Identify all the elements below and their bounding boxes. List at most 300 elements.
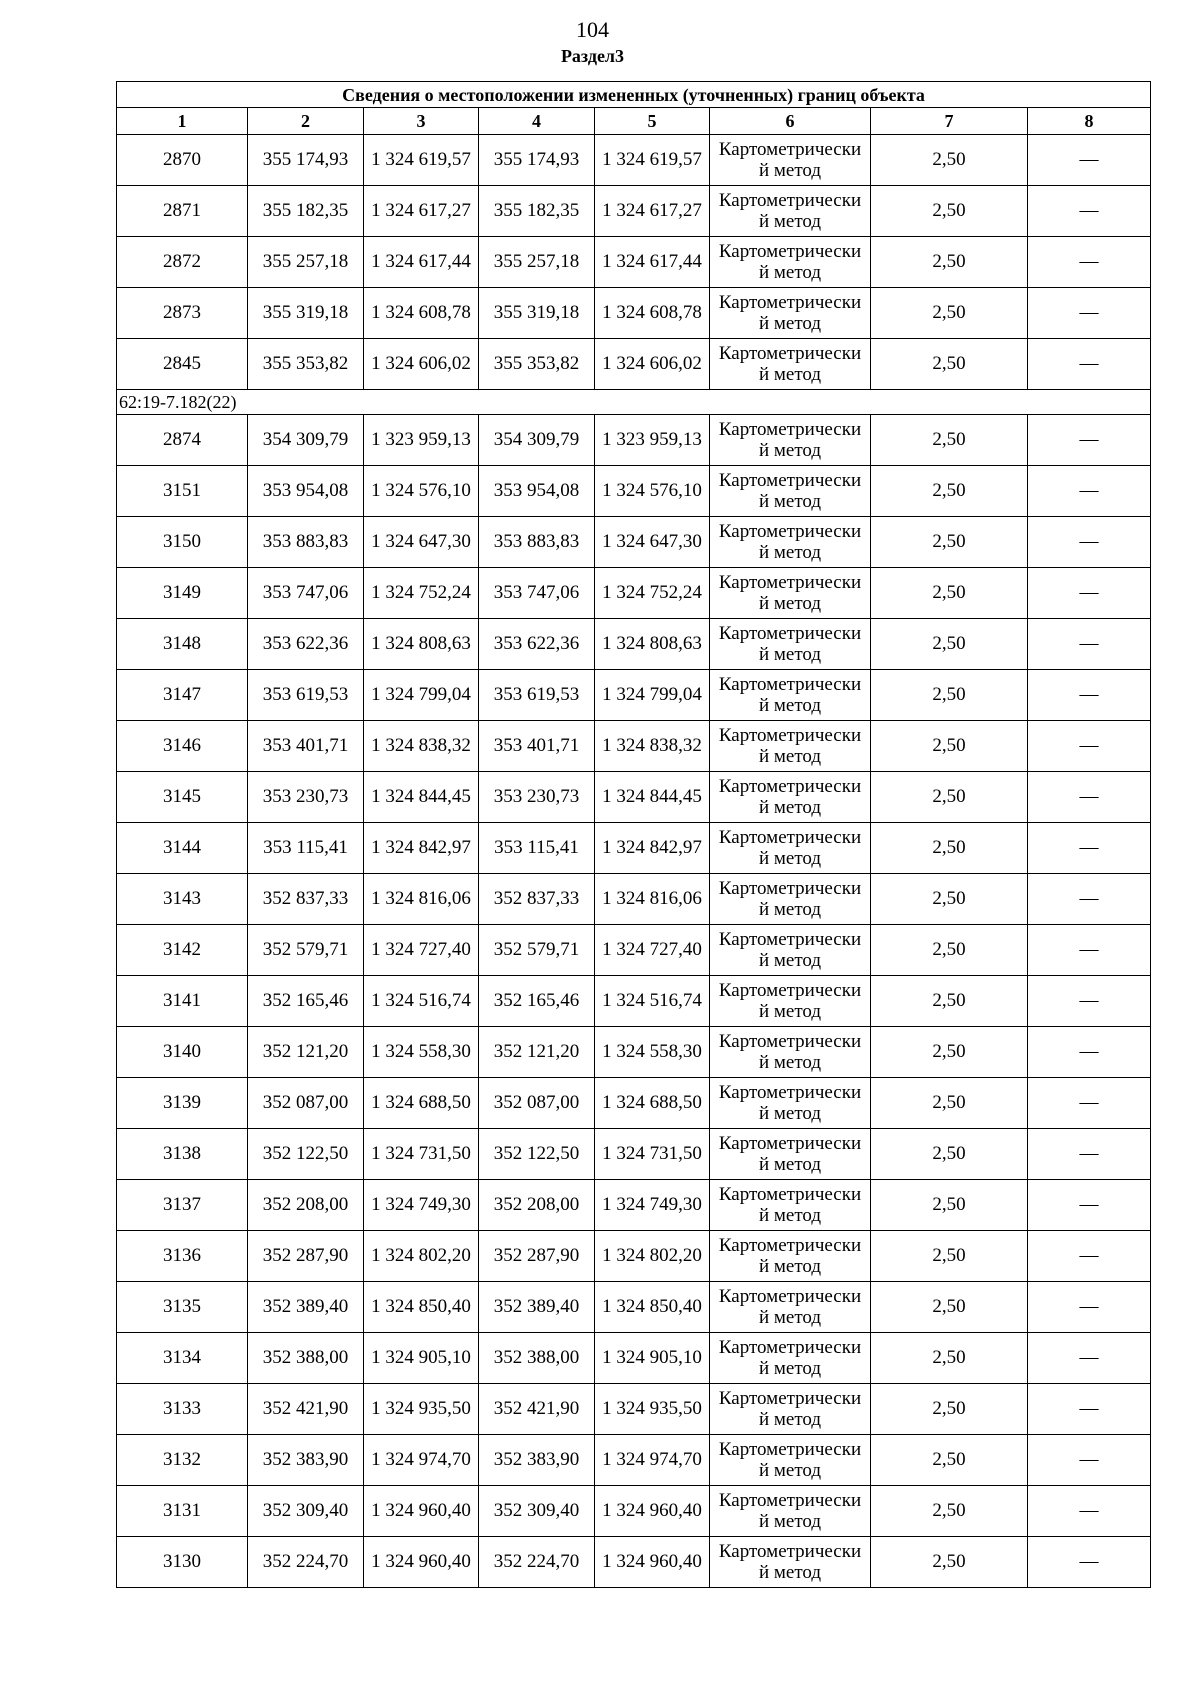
y-refined-cell: 1 324 558,30: [595, 1027, 710, 1078]
method-line: й метод: [758, 950, 822, 971]
column-header: 7: [871, 108, 1028, 135]
x-existing-cell: 355 182,35: [248, 186, 364, 237]
y-refined-cell: 1 324 802,20: [595, 1231, 710, 1282]
point-number-cell: 3138: [117, 1129, 248, 1180]
x-refined-cell: 353 883,83: [479, 517, 595, 568]
point-number-cell: 3140: [117, 1027, 248, 1078]
x-refined-cell: 352 165,46: [479, 976, 595, 1027]
accuracy-cell: 2,50: [871, 1384, 1028, 1435]
x-refined-cell: 352 309,40: [479, 1486, 595, 1537]
method-cell: [710, 568, 871, 619]
x-refined-cell: 352 389,40: [479, 1282, 595, 1333]
y-refined-cell: 1 324 608,78: [595, 288, 710, 339]
y-existing-cell: 1 324 974,70: [364, 1435, 479, 1486]
point-number-cell: 3146: [117, 721, 248, 772]
y-existing-cell: 1 324 688,50: [364, 1078, 479, 1129]
method-cell: [710, 1282, 871, 1333]
y-existing-cell: 1 324 731,50: [364, 1129, 479, 1180]
method-cell: [710, 517, 871, 568]
point-number-cell: 2874: [117, 415, 248, 466]
y-refined-cell: 1 324 619,57: [595, 135, 710, 186]
method-line: й метод: [758, 695, 822, 716]
accuracy-cell: 2,50: [871, 619, 1028, 670]
accuracy-cell: 2,50: [871, 1435, 1028, 1486]
method-cell: [710, 1180, 871, 1231]
table-row: [117, 1282, 1151, 1333]
accuracy-cell: 2,50: [871, 976, 1028, 1027]
accuracy-cell: 2,50: [871, 1282, 1028, 1333]
table-row: [117, 1129, 1151, 1180]
y-existing-cell: 1 324 799,04: [364, 670, 479, 721]
x-refined-cell: 353 954,08: [479, 466, 595, 517]
point-number-cell: 3151: [117, 466, 248, 517]
x-existing-cell: 354 309,79: [248, 415, 364, 466]
point-number-cell: 3144: [117, 823, 248, 874]
y-refined-cell: 1 324 752,24: [595, 568, 710, 619]
method-line: Картометрически: [718, 776, 862, 797]
x-refined-cell: 352 837,33: [479, 874, 595, 925]
group-row: [117, 390, 1151, 415]
method-line: Картометрически: [718, 292, 862, 313]
method-line: й метод: [758, 848, 822, 869]
point-number-cell: 3134: [117, 1333, 248, 1384]
y-existing-cell: 1 324 606,02: [364, 339, 479, 390]
method-line: Картометрически: [718, 980, 862, 1001]
method-line: й метод: [758, 1256, 822, 1277]
x-refined-cell: 352 388,00: [479, 1333, 595, 1384]
column-header: 1: [117, 108, 248, 135]
method-line: й метод: [758, 1358, 822, 1379]
column-header: 6: [710, 108, 871, 135]
accuracy-cell: 2,50: [871, 339, 1028, 390]
y-refined-cell: 1 324 516,74: [595, 976, 710, 1027]
method-line: й метод: [758, 1307, 822, 1328]
method-line: й метод: [758, 1460, 822, 1481]
accuracy-cell: 2,50: [871, 670, 1028, 721]
y-refined-cell: 1 324 935,50: [595, 1384, 710, 1435]
y-existing-cell: 1 324 647,30: [364, 517, 479, 568]
description-cell: —: [1028, 466, 1151, 517]
y-refined-cell: 1 324 816,06: [595, 874, 710, 925]
y-refined-cell: 1 324 842,97: [595, 823, 710, 874]
accuracy-cell: 2,50: [871, 874, 1028, 925]
x-refined-cell: 352 224,70: [479, 1537, 595, 1588]
x-refined-cell: 353 622,36: [479, 619, 595, 670]
method-cell: [710, 1027, 871, 1078]
x-refined-cell: 352 421,90: [479, 1384, 595, 1435]
x-existing-cell: 352 122,50: [248, 1129, 364, 1180]
description-cell: —: [1028, 186, 1151, 237]
y-refined-cell: 1 324 960,40: [595, 1537, 710, 1588]
table-row: [117, 568, 1151, 619]
x-refined-cell: 353 401,71: [479, 721, 595, 772]
table-row: [117, 1384, 1151, 1435]
description-cell: —: [1028, 288, 1151, 339]
y-refined-cell: 1 324 838,32: [595, 721, 710, 772]
method-line: Картометрически: [718, 343, 862, 364]
table-row: [117, 721, 1151, 772]
table-row: [117, 1486, 1151, 1537]
y-refined-cell: 1 324 808,63: [595, 619, 710, 670]
method-line: й метод: [758, 1562, 822, 1583]
description-cell: —: [1028, 1078, 1151, 1129]
y-existing-cell: 1 324 960,40: [364, 1537, 479, 1588]
column-header: 3: [364, 108, 479, 135]
point-number-cell: 3131: [117, 1486, 248, 1537]
x-refined-cell: 355 257,18: [479, 237, 595, 288]
description-cell: —: [1028, 874, 1151, 925]
table-row: [117, 1435, 1151, 1486]
table-caption-row: [117, 82, 1151, 108]
method-cell: [710, 186, 871, 237]
y-existing-cell: 1 324 558,30: [364, 1027, 479, 1078]
method-cell: [710, 466, 871, 517]
table-row: [117, 1078, 1151, 1129]
method-cell: [710, 619, 871, 670]
accuracy-cell: 2,50: [871, 1486, 1028, 1537]
y-refined-cell: 1 324 749,30: [595, 1180, 710, 1231]
x-existing-cell: 352 421,90: [248, 1384, 364, 1435]
x-refined-cell: 353 230,73: [479, 772, 595, 823]
x-refined-cell: 352 579,71: [479, 925, 595, 976]
description-cell: —: [1028, 1333, 1151, 1384]
y-existing-cell: 1 324 802,20: [364, 1231, 479, 1282]
description-cell: —: [1028, 619, 1151, 670]
y-existing-cell: 1 324 749,30: [364, 1180, 479, 1231]
method-cell: [710, 1333, 871, 1384]
x-existing-cell: 352 389,40: [248, 1282, 364, 1333]
method-cell: [710, 670, 871, 721]
method-line: Картометрически: [718, 572, 862, 593]
method-cell: [710, 1435, 871, 1486]
x-existing-cell: 352 579,71: [248, 925, 364, 976]
method-cell: [710, 1537, 871, 1588]
x-refined-cell: 355 174,93: [479, 135, 595, 186]
method-line: й метод: [758, 797, 822, 818]
x-existing-cell: 353 747,06: [248, 568, 364, 619]
method-line: й метод: [758, 899, 822, 920]
accuracy-cell: 2,50: [871, 517, 1028, 568]
x-refined-cell: 352 287,90: [479, 1231, 595, 1282]
point-number-cell: 3145: [117, 772, 248, 823]
table-caption: Сведения о местоположении измененных (уточненных) границ объекта: [117, 82, 1151, 108]
x-existing-cell: 352 287,90: [248, 1231, 364, 1282]
method-cell: [710, 135, 871, 186]
accuracy-cell: 2,50: [871, 237, 1028, 288]
method-line: й метод: [758, 313, 822, 334]
description-cell: —: [1028, 925, 1151, 976]
x-existing-cell: 355 353,82: [248, 339, 364, 390]
table-row: [117, 670, 1151, 721]
table-row: [117, 1537, 1151, 1588]
x-existing-cell: 352 087,00: [248, 1078, 364, 1129]
x-existing-cell: 352 121,20: [248, 1027, 364, 1078]
method-cell: [710, 1078, 871, 1129]
x-existing-cell: 355 319,18: [248, 288, 364, 339]
method-line: Картометрически: [718, 521, 862, 542]
accuracy-cell: 2,50: [871, 186, 1028, 237]
y-existing-cell: 1 324 935,50: [364, 1384, 479, 1435]
table-row: [117, 1231, 1151, 1282]
table-row: [117, 466, 1151, 517]
x-refined-cell: 352 121,20: [479, 1027, 595, 1078]
y-refined-cell: 1 324 974,70: [595, 1435, 710, 1486]
method-line: й метод: [758, 440, 822, 461]
method-line: й метод: [758, 1154, 822, 1175]
x-existing-cell: 353 115,41: [248, 823, 364, 874]
point-number-cell: 3149: [117, 568, 248, 619]
accuracy-cell: 2,50: [871, 288, 1028, 339]
y-existing-cell: 1 324 838,32: [364, 721, 479, 772]
y-refined-cell: 1 324 606,02: [595, 339, 710, 390]
description-cell: —: [1028, 1435, 1151, 1486]
table-row: [117, 1333, 1151, 1384]
method-cell: [710, 1129, 871, 1180]
method-line: Картометрически: [718, 139, 862, 160]
point-number-cell: 3142: [117, 925, 248, 976]
table-row: [117, 135, 1151, 186]
accuracy-cell: 2,50: [871, 135, 1028, 186]
x-existing-cell: 353 401,71: [248, 721, 364, 772]
x-existing-cell: 355 174,93: [248, 135, 364, 186]
method-cell: [710, 415, 871, 466]
method-cell: [710, 237, 871, 288]
y-refined-cell: 1 324 688,50: [595, 1078, 710, 1129]
method-line: й метод: [758, 211, 822, 232]
method-line: й метод: [758, 746, 822, 767]
description-cell: —: [1028, 568, 1151, 619]
y-existing-cell: 1 324 619,57: [364, 135, 479, 186]
method-line: й метод: [758, 1409, 822, 1430]
point-number-cell: 3147: [117, 670, 248, 721]
column-header: 2: [248, 108, 364, 135]
y-refined-cell: 1 324 731,50: [595, 1129, 710, 1180]
method-line: Картометрически: [718, 878, 862, 899]
table-row: [117, 288, 1151, 339]
point-number-cell: 2845: [117, 339, 248, 390]
x-refined-cell: 352 087,00: [479, 1078, 595, 1129]
method-line: Картометрически: [718, 725, 862, 746]
point-number-cell: 3135: [117, 1282, 248, 1333]
method-line: Картометрически: [718, 419, 862, 440]
method-line: й метод: [758, 542, 822, 563]
point-number-cell: 3137: [117, 1180, 248, 1231]
description-cell: —: [1028, 721, 1151, 772]
boundary-coordinates-table: [116, 81, 1151, 1588]
method-cell: [710, 772, 871, 823]
description-cell: —: [1028, 1180, 1151, 1231]
x-refined-cell: 355 319,18: [479, 288, 595, 339]
x-existing-cell: 352 837,33: [248, 874, 364, 925]
x-existing-cell: 353 619,53: [248, 670, 364, 721]
y-existing-cell: 1 324 808,63: [364, 619, 479, 670]
accuracy-cell: 2,50: [871, 1231, 1028, 1282]
accuracy-cell: 2,50: [871, 1537, 1028, 1588]
point-number-cell: 3143: [117, 874, 248, 925]
method-line: й метод: [758, 1511, 822, 1532]
table-row: [117, 976, 1151, 1027]
method-line: й метод: [758, 644, 822, 665]
method-line: Картометрически: [718, 1490, 862, 1511]
description-cell: —: [1028, 135, 1151, 186]
method-line: Картометрически: [718, 1184, 862, 1205]
point-number-cell: 2870: [117, 135, 248, 186]
accuracy-cell: 2,50: [871, 721, 1028, 772]
y-refined-cell: 1 324 844,45: [595, 772, 710, 823]
method-cell: [710, 1486, 871, 1537]
method-line: Картометрически: [718, 1388, 862, 1409]
method-line: Картометрически: [718, 241, 862, 262]
x-refined-cell: 352 122,50: [479, 1129, 595, 1180]
x-refined-cell: 353 115,41: [479, 823, 595, 874]
method-line: Картометрически: [718, 674, 862, 695]
x-existing-cell: 352 309,40: [248, 1486, 364, 1537]
method-cell: [710, 874, 871, 925]
description-cell: —: [1028, 415, 1151, 466]
y-refined-cell: 1 324 799,04: [595, 670, 710, 721]
x-existing-cell: 353 622,36: [248, 619, 364, 670]
y-existing-cell: 1 324 844,45: [364, 772, 479, 823]
method-cell: [710, 976, 871, 1027]
x-refined-cell: 352 208,00: [479, 1180, 595, 1231]
x-refined-cell: 352 383,90: [479, 1435, 595, 1486]
x-existing-cell: 352 208,00: [248, 1180, 364, 1231]
description-cell: —: [1028, 517, 1151, 568]
description-cell: —: [1028, 1231, 1151, 1282]
table-row: [117, 772, 1151, 823]
description-cell: —: [1028, 339, 1151, 390]
y-refined-cell: 1 324 850,40: [595, 1282, 710, 1333]
y-existing-cell: 1 323 959,13: [364, 415, 479, 466]
point-number-cell: 2873: [117, 288, 248, 339]
description-cell: —: [1028, 1282, 1151, 1333]
point-number-cell: 3139: [117, 1078, 248, 1129]
description-cell: —: [1028, 1384, 1151, 1435]
point-number-cell: 3130: [117, 1537, 248, 1588]
description-cell: —: [1028, 1537, 1151, 1588]
y-refined-cell: 1 324 617,44: [595, 237, 710, 288]
method-line: Картометрически: [718, 1235, 862, 1256]
description-cell: —: [1028, 1129, 1151, 1180]
x-refined-cell: 355 182,35: [479, 186, 595, 237]
y-refined-cell: 1 324 647,30: [595, 517, 710, 568]
y-existing-cell: 1 324 960,40: [364, 1486, 479, 1537]
y-refined-cell: 1 324 960,40: [595, 1486, 710, 1537]
description-cell: —: [1028, 237, 1151, 288]
table-row: [117, 415, 1151, 466]
description-cell: —: [1028, 976, 1151, 1027]
y-refined-cell: 1 324 905,10: [595, 1333, 710, 1384]
y-existing-cell: 1 324 608,78: [364, 288, 479, 339]
x-existing-cell: 352 165,46: [248, 976, 364, 1027]
method-line: Картометрически: [718, 929, 862, 950]
x-refined-cell: 355 353,82: [479, 339, 595, 390]
y-existing-cell: 1 324 516,74: [364, 976, 479, 1027]
table-row: [117, 925, 1151, 976]
accuracy-cell: 2,50: [871, 415, 1028, 466]
column-header: 8: [1028, 108, 1151, 135]
method-line: Картометрически: [718, 827, 862, 848]
x-existing-cell: 353 954,08: [248, 466, 364, 517]
method-cell: [710, 1231, 871, 1282]
y-existing-cell: 1 324 752,24: [364, 568, 479, 619]
accuracy-cell: 2,50: [871, 1129, 1028, 1180]
method-line: й метод: [758, 1205, 822, 1226]
method-line: й метод: [758, 1103, 822, 1124]
method-cell: [710, 721, 871, 772]
method-cell: [710, 823, 871, 874]
y-refined-cell: 1 324 727,40: [595, 925, 710, 976]
method-line: й метод: [758, 160, 822, 181]
x-existing-cell: 352 383,90: [248, 1435, 364, 1486]
method-line: Картометрически: [718, 190, 862, 211]
x-existing-cell: 352 224,70: [248, 1537, 364, 1588]
cadastral-group-label: 62:19-7.182(22): [117, 390, 1151, 415]
description-cell: —: [1028, 1027, 1151, 1078]
method-line: Картометрически: [718, 1133, 862, 1154]
table-body: [117, 135, 1151, 1588]
method-cell: [710, 339, 871, 390]
method-line: Картометрически: [718, 1082, 862, 1103]
y-existing-cell: 1 324 816,06: [364, 874, 479, 925]
table-row: [117, 1027, 1151, 1078]
x-existing-cell: 352 388,00: [248, 1333, 364, 1384]
x-refined-cell: 353 747,06: [479, 568, 595, 619]
accuracy-cell: 2,50: [871, 925, 1028, 976]
method-line: й метод: [758, 364, 822, 385]
accuracy-cell: 2,50: [871, 823, 1028, 874]
method-line: Картометрически: [718, 1337, 862, 1358]
table-row: [117, 517, 1151, 568]
y-existing-cell: 1 324 905,10: [364, 1333, 479, 1384]
page-number: 104: [576, 17, 609, 42]
point-number-cell: 3133: [117, 1384, 248, 1435]
y-existing-cell: 1 324 727,40: [364, 925, 479, 976]
section-title: Раздел3: [560, 46, 625, 66]
method-line: й метод: [758, 593, 822, 614]
point-number-cell: 2871: [117, 186, 248, 237]
point-number-cell: 3141: [117, 976, 248, 1027]
table-row: [117, 823, 1151, 874]
y-refined-cell: 1 324 576,10: [595, 466, 710, 517]
x-existing-cell: 355 257,18: [248, 237, 364, 288]
accuracy-cell: 2,50: [871, 568, 1028, 619]
point-number-cell: 3136: [117, 1231, 248, 1282]
point-number-cell: 3148: [117, 619, 248, 670]
accuracy-cell: 2,50: [871, 772, 1028, 823]
y-refined-cell: 1 323 959,13: [595, 415, 710, 466]
table-row: [117, 186, 1151, 237]
method-cell: [710, 1384, 871, 1435]
description-cell: —: [1028, 823, 1151, 874]
method-line: Картометрически: [718, 470, 862, 491]
accuracy-cell: 2,50: [871, 466, 1028, 517]
accuracy-cell: 2,50: [871, 1180, 1028, 1231]
table-row: [117, 339, 1151, 390]
method-line: Картометрически: [718, 1541, 862, 1562]
table-row: [117, 237, 1151, 288]
y-existing-cell: 1 324 850,40: [364, 1282, 479, 1333]
column-header: 4: [479, 108, 595, 135]
column-header: 5: [595, 108, 710, 135]
accuracy-cell: 2,50: [871, 1078, 1028, 1129]
column-header-row: [117, 108, 1151, 135]
accuracy-cell: 2,50: [871, 1027, 1028, 1078]
table-row: [117, 619, 1151, 670]
method-line: Картометрически: [718, 1031, 862, 1052]
method-cell: [710, 288, 871, 339]
method-line: Картометрически: [718, 1439, 862, 1460]
